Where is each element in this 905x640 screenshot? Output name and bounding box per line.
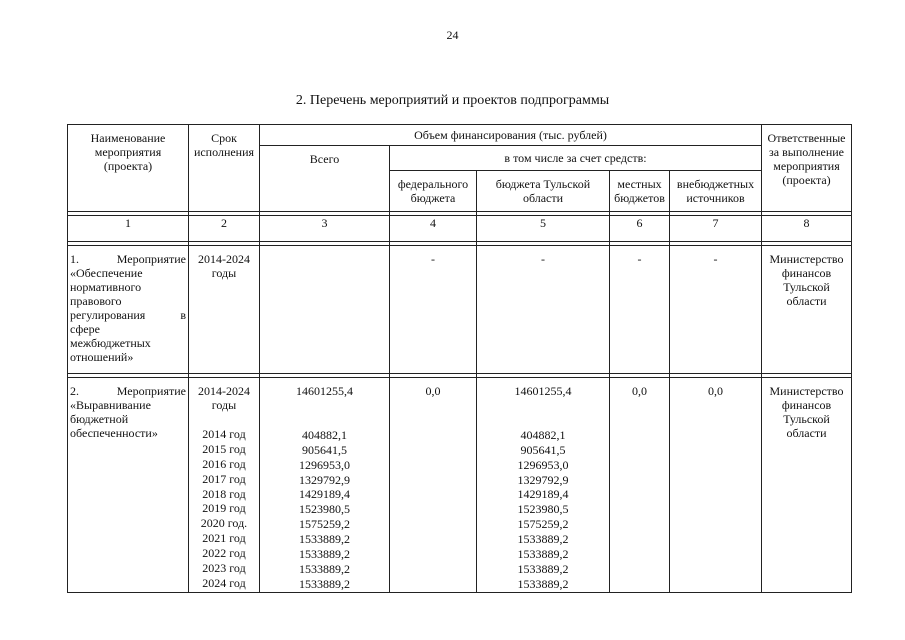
- year-total: 1296953,0: [299, 457, 350, 472]
- document-title: 2. Перечень мероприятий и проектов подпрограммы: [295, 93, 610, 108]
- header-funding: Объем финансирования (тыс. рублей): [260, 125, 762, 146]
- activity-local: -: [610, 246, 670, 374]
- year-label: 2020 год.: [200, 516, 248, 531]
- column-number: 7: [670, 216, 762, 242]
- year-total: 1533889,2: [299, 547, 350, 562]
- column-number: 8: [762, 216, 852, 242]
- year-total: 1329792,9: [299, 472, 350, 487]
- activity-regional: 14601255,4 404882,1 905641,5 1296953,0 1329792,9 1429189,4 1523980,5 1575259,2 1533889,2 1533889,2 1533889,2 1533889,2: [477, 378, 610, 593]
- year-label: 2019 год: [202, 501, 246, 516]
- year-regional: 404882,1: [520, 427, 566, 442]
- table-row: [68, 246, 852, 374]
- year-regional: 1533889,2: [517, 576, 569, 591]
- year-regional: 1533889,2: [517, 532, 569, 547]
- year-total: 905641,5: [302, 442, 347, 457]
- year-label: 2024 год: [202, 575, 246, 590]
- header-responsible: Ответственные за выполнение мероприятия (проекта): [762, 125, 852, 212]
- year-total: 1533889,2: [299, 532, 350, 547]
- year-regional: 1329792,9: [517, 472, 569, 487]
- year-regional: 1429189,4: [517, 487, 569, 502]
- year-total: 1429189,4: [299, 487, 350, 502]
- year-label: 2014 год: [202, 427, 246, 441]
- activity-federal: 0,0: [390, 378, 477, 593]
- activity-extra: 0,0: [670, 378, 762, 593]
- column-number: 1: [68, 216, 189, 242]
- year-total: 1533889,2: [299, 576, 350, 591]
- year-total: 1575259,2: [299, 517, 350, 532]
- header-regional: бюджета Тульской области: [477, 171, 610, 212]
- header-local: местных бюджетов: [610, 171, 670, 212]
- year-label: 2022 год: [202, 546, 246, 561]
- year-regional: 1296953,0: [517, 457, 569, 472]
- header-total: Всего: [260, 146, 390, 212]
- page-number: 24: [446, 28, 459, 42]
- column-number: 2: [189, 216, 260, 242]
- column-number: 3: [260, 216, 390, 242]
- column-number: 6: [610, 216, 670, 242]
- column-number: 4: [390, 216, 477, 242]
- year-label: 2023 год: [202, 561, 246, 576]
- activity-regional: -: [477, 246, 610, 374]
- year-regional: 1533889,2: [517, 561, 569, 576]
- year-total: 1523980,5: [299, 502, 350, 517]
- year-regional: 1533889,2: [517, 547, 569, 562]
- year-total: 1533889,2: [299, 561, 350, 576]
- activity-name: 1. Мероприятие «Обеспечение нормативного правового регулирования в сфере межбюджетных отношений»: [68, 246, 189, 374]
- activity-total: [260, 246, 390, 374]
- year-label: 2017 год: [202, 471, 246, 486]
- year-total: 404882,1: [302, 427, 347, 442]
- header-including: в том числе за счет средств:: [390, 146, 762, 171]
- activity-responsible: Министерство финансов Тульской области: [762, 378, 852, 593]
- header-federal: федерального бюджета: [390, 171, 477, 212]
- activities-table: [67, 124, 852, 593]
- header-name: Наименование мероприятия (проекта): [68, 125, 189, 212]
- activity-name: 2. Мероприятие «Выравнивание бюджетной обеспеченности»: [68, 378, 189, 593]
- activity-term: 2014-2024 годы: [189, 246, 260, 374]
- activity-responsible: Министерство финансов Тульской области: [762, 246, 852, 374]
- header-extra: внебюджетных источников: [670, 171, 762, 212]
- year-regional: 1575259,2: [517, 517, 569, 532]
- year-label: 2021 год: [202, 531, 246, 546]
- year-label: 2018 год: [202, 486, 246, 501]
- activity-total: 14601255,4 404882,1 905641,5 1296953,0 1329792,9 1429189,4 1523980,5 1575259,2 1533889,2 1533889,2 1533889,2 1533889,2: [260, 378, 390, 593]
- activity-federal: -: [390, 246, 477, 374]
- year-label: 2016 год: [202, 456, 246, 471]
- activity-local: 0,0: [610, 378, 670, 593]
- activity-term: 2014-2024 годы 2014 год 2015 год 2016 год 2017 год 2018 год 2019 год 2020 год. 2021 год 2022 год 2023 год 2024 год: [189, 378, 260, 593]
- column-number: 5: [477, 216, 610, 242]
- year-label: 2015 год: [202, 441, 246, 456]
- year-regional: 905641,5: [520, 442, 566, 457]
- table-row: [68, 378, 852, 593]
- year-regional: 1523980,5: [517, 502, 569, 517]
- header-term: Срок исполнения: [189, 125, 260, 212]
- activity-extra: -: [670, 246, 762, 374]
